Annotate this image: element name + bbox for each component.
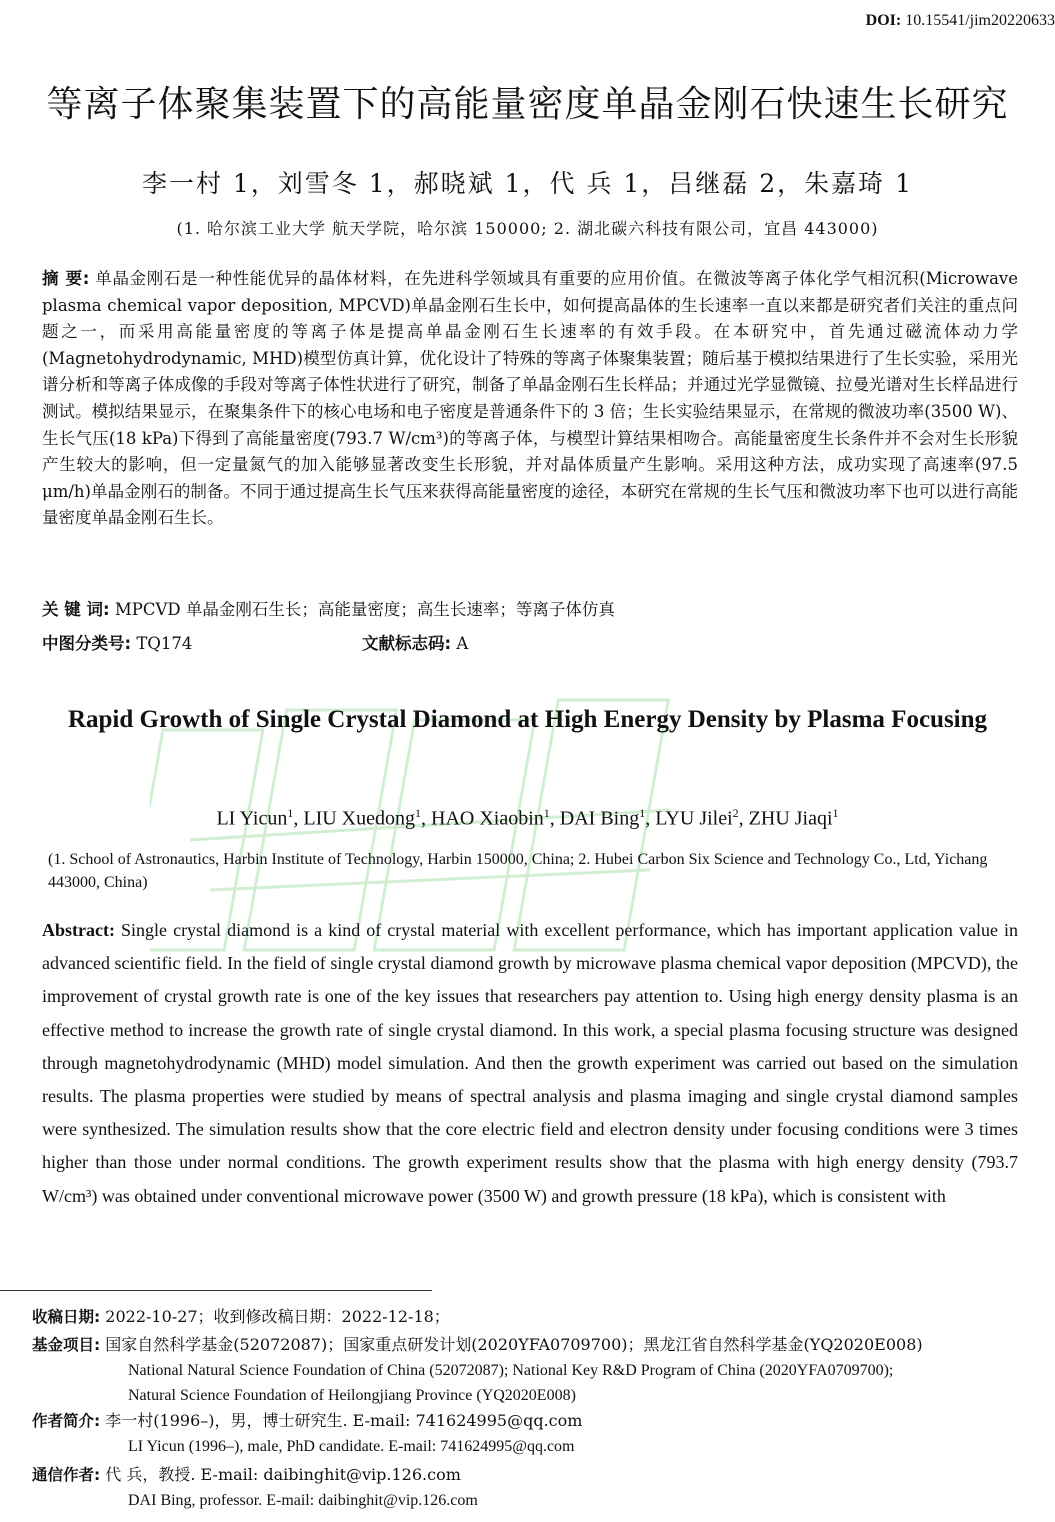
author-intro-cn: 李一村(1996–)，男，博士研究生. E-mail: 741624995@qq.com <box>105 1411 583 1430</box>
doi-value: 10.15541/jim20220633 <box>905 12 1055 29</box>
author-name: DAI Bing <box>559 807 640 830</box>
fund-cn: 国家自然科学基金(52072087)；国家重点研发计划(2020YFA0709700)；黑龙江省自然科学基金(YQ2020E008) <box>105 1335 923 1354</box>
chinese-keywords <box>42 596 615 620</box>
author-name: LYU Jilei <box>655 807 733 830</box>
chinese-title: 等离子体聚集装置下的高能量密度单晶金刚石快速生长研究 <box>46 84 1009 125</box>
chinese-keywords-text: MPCVD 单晶金刚石生长；高能量密度；高生长速率；等离子体仿真 <box>114 600 615 619</box>
author-affil-sup: 1 <box>543 806 550 820</box>
author-name: ZHU Jiaqi <box>748 807 833 830</box>
author-affil-sup: 2 <box>732 806 739 820</box>
author-affil-sup: 1 <box>415 806 421 820</box>
author-name: LIU Xuedong <box>303 807 415 830</box>
author-affil-sup: 1 <box>287 806 294 820</box>
author-affil-sup: 1 <box>639 806 646 820</box>
author-intro-en: LI Yicun (1996–), male, PhD candidate. E-mail: 741624995@qq.com <box>128 1438 575 1455</box>
doi-line <box>866 12 1055 30</box>
doi-label: DOI: <box>865 12 902 29</box>
english-abstract-label: Abstract: <box>42 920 115 940</box>
document-code <box>362 630 468 654</box>
footnote-fund <box>32 1332 1042 1408</box>
document-code-value: A <box>456 634 469 653</box>
received-value: 2022-10-27；收到修改稿日期：2022-12-18； <box>105 1307 450 1326</box>
classification-value: TQ174 <box>136 634 193 653</box>
chinese-keywords-label: 关 键 词: <box>42 600 110 619</box>
chinese-abstract-label: 摘 要: <box>42 269 90 288</box>
chinese-affiliation: (1. 哈尔滨工业大学 航天学院，哈尔滨 150000; 2. 湖北碳六科技有限公司，宜昌 443000) <box>176 219 879 238</box>
chinese-abstract <box>42 266 1018 532</box>
fund-en-1: National Natural Science Foundation of China (52072087); National Key R&D Program of China (2020YFA0709700); <box>128 1362 894 1379</box>
english-abstract-text: Single crystal diamond is a kind of crystal material with excellent performance, which has important application value in advanced scientific field. In the field of single crystal diamond growth by microwave plasma chemical vapor deposition (MPCVD), the improvement of crystal growth rate is one of the key issues that researchers pay attention to. Using high energy density plasma is an effective method to increase the growth rate of single crystal diamond. In this work, a special plasma focusing structure was designed through magnetohydrodynamic (MHD) model simulation. And then the growth experiment was carried out based on the simulation results. The plasma properties were studied by means of spectral analysis and plasma imaging and single crystal diamond samples were synthesized. The simulation results show that the core electric field and electron density under focusing conditions were 3 times higher than those under normal conditions. The growth experiment results show that the plasma with high energy density (793.7 W/cm³) was obtained under conventional microwave power (3500 W) and growth pressure (18 kPa), which is consistent with <box>42 920 1019 1206</box>
author-name: LI Yicun <box>216 807 288 830</box>
footnote-received <box>32 1304 1042 1330</box>
classification-number <box>42 630 192 654</box>
fund-label: 基金项目: <box>32 1336 101 1354</box>
corresponding-en: DAI Bing, professor. E-mail: daibinghit@vip.126.com <box>128 1492 478 1509</box>
chinese-authors: 李一村 1，刘雪冬 1，郝晓斌 1，代 兵 1，吕继磊 2，朱嘉琦 1 <box>141 169 914 198</box>
corresponding-cn: 代 兵，教授. E-mail: daibinghit@vip.126.com <box>105 1465 461 1484</box>
received-label: 收稿日期: <box>32 1308 101 1326</box>
classification-label: 中图分类号: <box>42 634 132 653</box>
chinese-abstract-text: 单晶金刚石是一种性能优异的晶体材料，在先进科学领域具有重要的应用价值。在微波等离子体化学气相沉积(Microwave plasma chemical vapor deposition, MPCVD)单晶金刚石生长中，如何提高晶体的生长速率一直以来都是研究者们关注的重点问题之一，而采用高能量密度的等离子体是提高单晶金刚石生长速率的有效手段。在本研究中，首先通过磁流体动力学(Magnetohydrodynamic, MHD)模型仿真计算，优化设计了特殊的等离子体聚集装置；随后基于模拟结果进行了生长实验，采用光谱分析和等离子体成像的手段对等离子体性状进行了研究，制备了单晶金刚石生长样品；并通过光学显微镜、拉曼光谱对生长样品进行测试。模拟结果显示，在聚集条件下的核心电场和电子密度是普通条件下的 3 倍；生长实验结果显示，在常规的微波功率(3500 W)、生长气压(18 kPa)下得到了高能量密度(793.7 W/cm³)的等离子体，与模型计算结果相吻合。高能量密度生长条件并不会对生长形貌产生较大的影响，但一定量氮气的加入能够显著改变生长形貌，并对晶体质量产生影响。采用这种方法，成功实现了高速率(97.5 μm/h)单晶金刚石的制备。不同于通过提高生长气压来获得高能量密度的途径，本研究在常规的生长气压和微波功率下也可以进行高能量密度单晶金刚石生长。 <box>42 269 1019 528</box>
english-title: Rapid Growth of Single Crystal Diamond at High Energy Density by Plasma Focusing <box>67 706 988 733</box>
author-name: HAO Xiaobin <box>431 807 544 830</box>
footnote-author <box>32 1408 1042 1459</box>
english-abstract <box>42 914 1018 1213</box>
corresponding-label: 通信作者: <box>32 1466 101 1484</box>
footnote-corresponding <box>32 1462 1042 1513</box>
author-affil-sup: 1 <box>832 806 839 820</box>
english-affiliation: (1. School of Astronautics, Harbin Institute of Technology, Harbin 150000, China; 2. Hubei Carbon Six Science and Technology Co., Ltd, Yichang 443000, China) <box>48 851 988 891</box>
english-authors: LI Yicun$^1$, LIU Xuedong$^1$, HAO Xiaobin$^1$, DAI Bing$^1$, LYU Jilei$^2$, ZHU Jiaqi$^1$ <box>216 806 839 830</box>
footnote-divider <box>0 1290 432 1291</box>
document-code-label: 文献标志码: <box>362 634 452 653</box>
fund-en-2: Natural Science Foundation of Heilongjiang Province (YQ2020E008) <box>128 1387 576 1404</box>
author-intro-label: 作者简介: <box>32 1412 101 1430</box>
